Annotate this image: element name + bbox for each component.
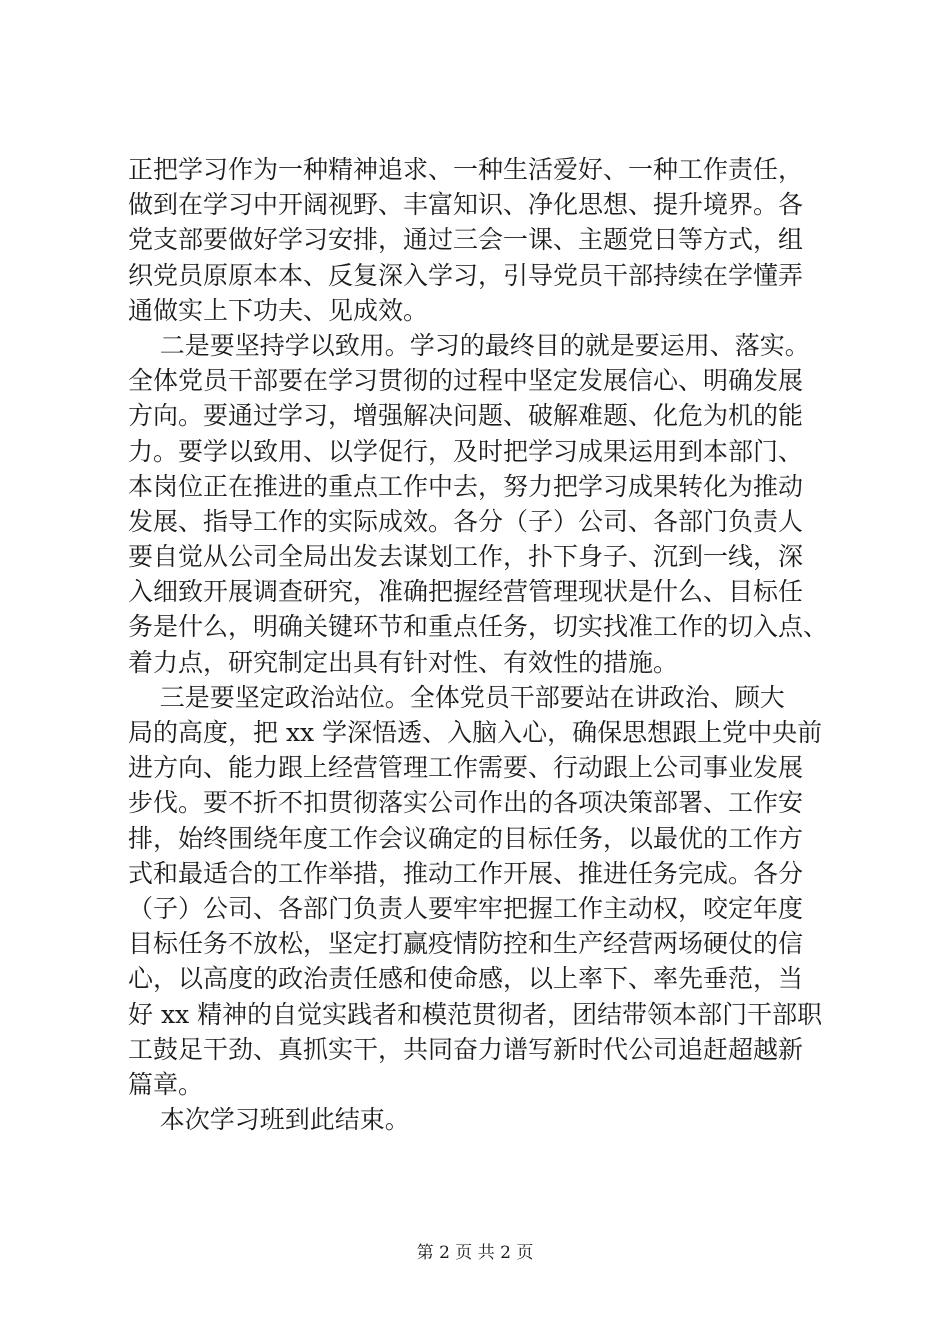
text-line: 通做实上下功夫、见成效。 [128,295,429,325]
text-line: 着力点，研究制定出具有针对性、有效性的措施。 [128,647,679,677]
text-line: 式和最适合的工作举措，推动工作开展、推进任务完成。各分 [128,858,804,888]
text-line: 进方向、能力跟上经营管理工作需要、行动跟上公司事业发展 [128,753,804,783]
text-line: 力。要学以致用、以学促行，及时把学习成果运用到本部门、 [128,436,804,466]
text-line: 入细致开展调查研究，准确把握经营管理现状是什么、目标任 [128,577,804,607]
text-line: 本岗位正在推进的重点工作中去，努力把学习成果转化为推动 [128,471,804,501]
text-line: 织党员原原本本、反复深入学习，引导党员干部持续在学懂弄 [128,260,804,290]
text-line: 全体党员干部要在学习贯彻的过程中坚定发展信心、明确发展 [128,366,804,396]
text-line: 务是什么，明确关键环节和重点任务，切实找准工作的切入点、 [128,612,829,642]
text-line: 做到在学习中开阔视野、丰富知识、净化思想、提升境界。各 [128,190,804,220]
page-number-footer: 第 2 页 共 2 页 [416,1243,534,1263]
text-line: 篇章。 [128,1069,204,1099]
text-line: 二是要坚持学以致用。学习的最终目的就是要运用、落实。 [128,330,810,360]
text-line: 工鼓足干劲、真抓实干，共同奋力谱写新时代公司追赶超越新 [128,1034,804,1064]
document-body [128,152,868,1137]
text-line: 心，以高度的政治责任感和使命感，以上率下、率先垂范，当 [128,964,804,994]
text-line: 要自觉从公司全局出发去谋划工作，扑下身子、沉到一线，深 [128,542,804,572]
text-line: 发展、指导工作的实际成效。各分（子）公司、各部门负责人 [128,506,804,536]
text-line: 步伐。要不折不扣贯彻落实公司作出的各项决策部署、工作安 [128,788,804,818]
text-line: 局的高度，把 xx 学深悟透、入脑入心，确保思想跟上党中央前 [128,718,823,747]
text-line: 好 xx 精神的自觉实践者和模范贯彻者，团结带领本部门干部职 [128,999,823,1029]
text-line: 党支部要做好学习安排，通过三会一课、主题党日等方式，组 [128,225,804,255]
text-line: 方向。要通过学习，增强解决问题、破解难题、化危为机的能 [128,401,804,431]
text-line: 目标任务不放松，坚定打赢疫情防控和生产经营两场硬仗的信 [128,929,804,959]
text-line: 三是要坚定政治站位。全体党员干部要站在讲政治、顾大 [128,682,785,712]
text-line: （子）公司、各部门负责人要牢牢把握工作主动权，咬定年度 [128,893,804,923]
text-line: 排，始终围绕年度工作会议确定的目标任务，以最优的工作方 [128,823,804,853]
text-line: 本次学习班到此结束。 [128,1105,410,1135]
text-line: 正把学习作为一种精神追求、一种生活爱好、一种工作责任， [128,155,804,184]
